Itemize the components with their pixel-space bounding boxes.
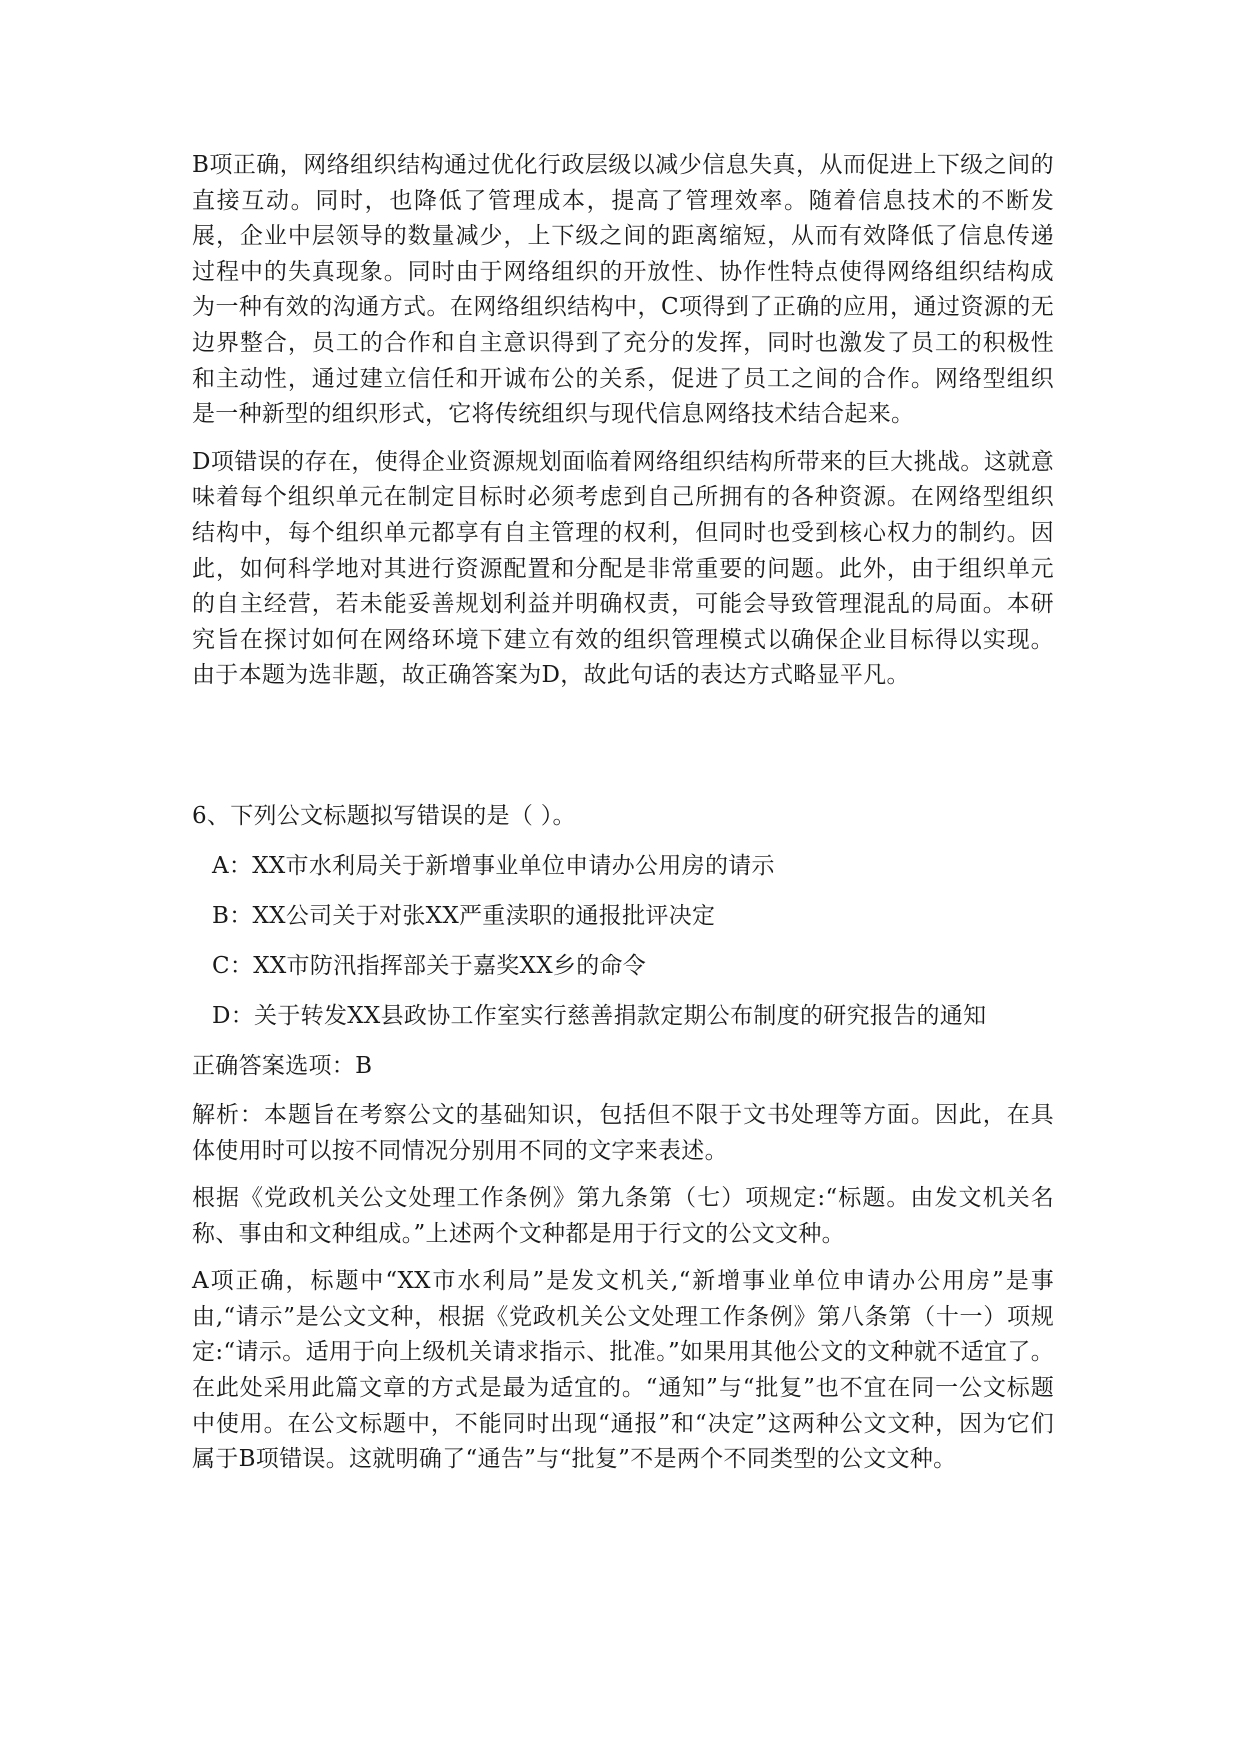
analysis-paragraph: 解析：本题旨在考察公文的基础知识，包括但不限于文书处理等方面。因此，在具体使用时可以按不同情况分别用不同的文字来表述。 [192,1101,1054,1164]
explanation-paragraph-b: B项正确，网络组织结构通过优化行政层级以减少信息失真，从而促进上下级之间的直接互动。同时，也降低了管理成本，提高了管理效率。随着信息技术的不断发展，企业中层领导的数量减少，上下级之间的距离缩短，从而有效降低了信息传递过程中的失真现象。同时由于网络组织的开放性、协作性特点使得网络组织结构成为一种有效的沟通方式。在网络组织结构中，C项得到了正确的应用，通过资源的无边界整合，员工的合作和自主意识得到了充分的发挥，同时也激发了员工的积极性和主动性，通过建立信任和开诚布公的关系，促进了员工之间的合作。网络型组织是一种新型的组织形式，它将传统组织与现代信息网络技术结合起来。 [192,152,1054,428]
option-a-analysis-paragraph: A项正确，标题中“XX市水利局”是发文机关,“新增事业单位申请办公用房”是事由,“请示”是公文文种，根据《党政机关公文处理工作条例》第八条第（十一）项规定:“请示。适用于向上级机关请求指示、批准。”如果用其他公文的文种就不适宜了。在此处采用此篇文章的方式是最为适宜的。“通知”与“批复”也不宜在同一公文标题中使用。在公文标题中，不能同时出现“通报”和“决定”这两种公文文种，因为它们属于B项错误。这就明确了“通告”与“批复”不是两个不同类型的公文文种。 [192,1268,1054,1473]
option-a: A：XX市水利局关于新增事业单位申请办公用房的请示 [212,852,775,879]
option-d: D：关于转发XX县政协工作室实行慈善捐款定期公布制度的研究报告的通知 [212,1002,987,1029]
option-list [192,848,1054,1034]
regulation-paragraph: 根据《党政机关公文处理工作条例》第九条第（七）项规定:“标题。由发文机关名称、事由和文种组成。”上述两个文种都是用于行文的公文文种。 [192,1185,1054,1247]
option-c: C：XX市防汛指挥部关于嘉奖XX乡的命令 [212,952,647,979]
option-b: B：XX公司关于对张XX严重渎职的通报批评决定 [212,902,716,929]
question-stem: 6、下列公文标题拟写错误的是（ ）。 [192,802,576,829]
explanation-paragraph-d: D项错误的存在，使得企业资源规划面临着网络组织结构所带来的巨大挑战。这就意味着每个组织单元在制定目标时必须考虑到自己所拥有的各种资源。在网络型组织结构中，每个组织单元都享有自主管理的权利，但同时也受到核心权力的制约。因此，如何科学地对其进行资源配置和分配是非常重要的问题。此外，由于组织单元的自主经营，若未能妥善规划利益并明确权责，可能会导致管理混乱的局面。本研究旨在探讨如何在网络环境下建立有效的组织管理模式以确保企业目标得以实现。由于本题为选非题，故正确答案为D，故此句话的表达方式略显平凡。 [192,448,1054,689]
document-page [192,148,1054,1490]
correct-answer: 正确答案选项：B [192,1052,373,1079]
